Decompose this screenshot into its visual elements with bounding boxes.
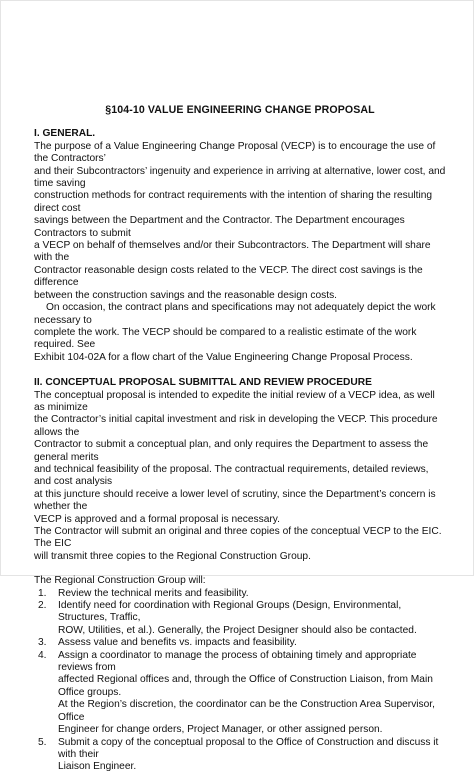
- document-body: [34, 104, 446, 774]
- text-line: The conceptual proposal is intended to expedite the initial review of a VECP idea, as well as minimize: [34, 389, 435, 413]
- text-line: and their Subcontractors’ ingenuity and experience in arriving at alternative, lower cost, and time saving: [34, 165, 446, 190]
- procedure-step: [34, 588, 446, 600]
- text-line: VECP is approved and a formal proposal is necessary.: [34, 513, 280, 525]
- step-text-line: Engineer for change orders, Project Manager, or other assigned person.: [58, 724, 383, 736]
- text-line: The purpose of a Value Engineering Change Proposal (VECP) is to encourage the use of the Contractors’: [34, 140, 436, 165]
- step-text-line: Assess value and benefits vs. impacts and feasibility.: [58, 637, 297, 649]
- procedure-step: [34, 650, 446, 737]
- step-number: 1.: [38, 587, 47, 599]
- text-line: between the construction savings and the reasonable design costs.: [34, 289, 337, 301]
- text-line: and technical feasibility of the proposal. The contractual requirements, detailed reviews, and cost analysis: [34, 463, 429, 488]
- step-number: 2.: [38, 600, 47, 612]
- text-line: a VECP on behalf of themselves and/or their Subcontractors. The Department will share with the: [34, 240, 431, 264]
- procedure-list: [34, 588, 446, 774]
- step-text-line: At the Region’s discretion, the coordinator can be the Construction Area Supervisor, Office: [58, 699, 435, 723]
- procedure-step: [34, 600, 446, 637]
- text-line: savings between the Department and the Contractor. The Department encourages Contractors to submit: [34, 215, 405, 239]
- conceptual-paragraph-2: [34, 526, 446, 563]
- list-intro: The Regional Construction Group will:: [34, 575, 206, 587]
- text-line: the Contractor’s initial capital investment and risk in developing the VECP. This procedure allows the: [34, 414, 438, 438]
- text-line: Contractor reasonable design costs related to the VECP. The direct cost savings is the difference: [34, 264, 423, 289]
- text-line: will transmit three copies to the Regional Construction Group.: [34, 550, 311, 562]
- text-line: On occasion, the contract plans and specifications may not adequately depict the work necessary to: [34, 302, 436, 326]
- step-number: 5.: [38, 736, 47, 748]
- step-text-line: Review the technical merits and feasibility.: [58, 587, 249, 599]
- step-text-line: affected Regional offices and, through the Office of Construction Liaison, from Main Office groups.: [58, 674, 433, 698]
- step-text-line: Identify need for coordination with Regional Groups (Design, Environmental, Structures, Traffic,: [58, 600, 402, 624]
- step-number: 4.: [38, 649, 47, 661]
- general-paragraph-2: [34, 302, 446, 364]
- text-line: Contractor to submit a conceptual plan, and only requires the Department to assess the general merits: [34, 439, 429, 463]
- procedure-step: [34, 637, 446, 649]
- step-number: 3.: [38, 637, 47, 649]
- conceptual-paragraph-1: [34, 390, 446, 526]
- step-text-line: Submit a copy of the conceptual proposal to the Office of Construction and discuss it with their: [58, 736, 439, 760]
- document-title: §104-10 VALUE ENGINEERING CHANGE PROPOSAL: [105, 104, 375, 116]
- general-paragraph-1: [34, 141, 446, 302]
- text-line: complete the work. The VECP should be compared to a realistic estimate of the work required. See: [34, 326, 417, 351]
- step-text-line: ROW, Utilities, et al.). Generally, the Project Designer should also be contacted.: [58, 624, 417, 636]
- text-line: construction methods for contract requirements with the intention of sharing the resulting direct cost: [34, 190, 433, 214]
- section-heading-general: I. GENERAL.: [34, 128, 96, 140]
- text-line: Exhibit 104-02A for a flow chart of the Value Engineering Change Proposal Process.: [34, 351, 413, 363]
- section-heading-conceptual-proposal: II. CONCEPTUAL PROPOSAL SUBMITTAL AND REVIEW PROCEDURE: [34, 377, 372, 389]
- step-text-line: Liaison Engineer.: [58, 761, 137, 773]
- text-line: at this juncture should receive a lower level of scrutiny, since the Department’s concern is whether the: [34, 488, 436, 513]
- text-line: The Contractor will submit an original and three copies of the conceptual VECP to the EIC. The EIC: [34, 526, 442, 550]
- procedure-step: [34, 737, 446, 774]
- step-text-line: Assign a coordinator to manage the process of obtaining timely and appropriate reviews from: [58, 649, 417, 674]
